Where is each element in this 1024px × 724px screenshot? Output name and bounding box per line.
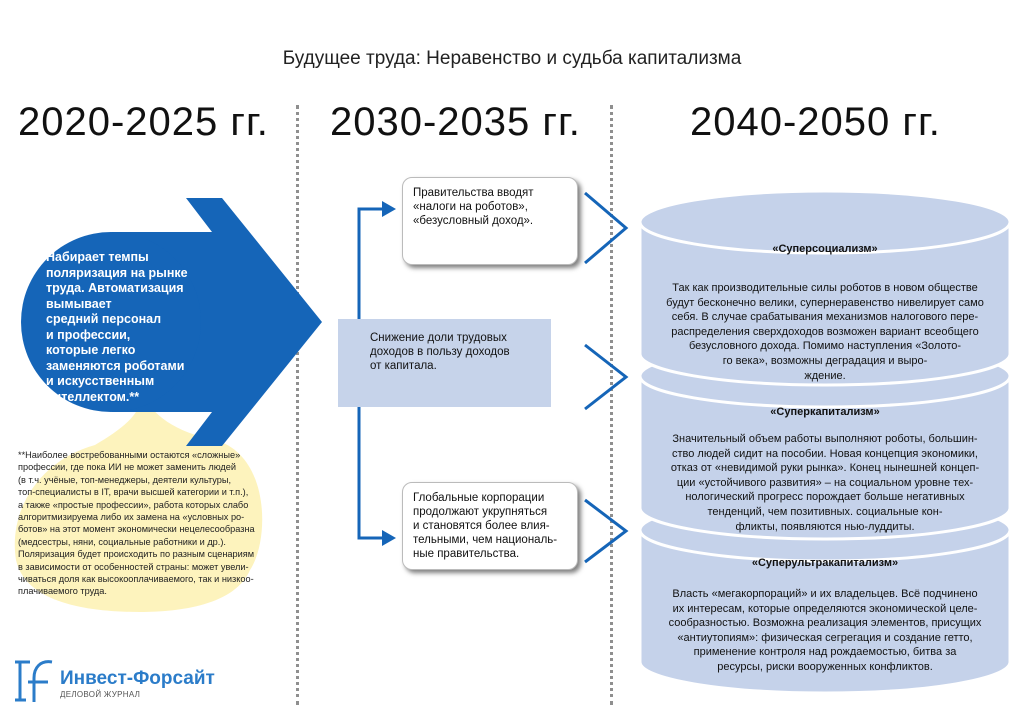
box-bottom-line: ные правительства. [413,548,520,560]
footnote-line: ботов» на этот момент экономически нецелесообразна [18,524,255,535]
bracket-arrow-top [382,201,396,217]
scenario-line: ресурсы, риски вооруженных конфликтов. [717,660,933,673]
scenario-title-supercapitalism: «Суперкапитализм» [770,406,880,418]
circle-line: средний персонал [46,312,162,326]
circle-line: заменяются роботами [46,358,185,373]
footnote-line: (медсестры, няни, социальные работники и др.). [18,536,226,547]
scenario-line: ждение. [804,369,846,382]
scenario-line: тенденций, чем позитивных. социальные кон- [707,505,943,518]
circle-line: поляризация на рынке [46,265,188,280]
scenario-line: нологический прогресс порождает больше негативных [685,491,965,504]
bracket-arrow-bottom [382,530,396,546]
scenario-line: «антиутопиям»: физическая сегрегация и создание гетто, [677,631,973,644]
period-2020-2025: 2020-2025 гг. [18,100,269,144]
footnote-line: а также «простые профессии», работа которых слабо [18,499,249,510]
scenario-line: ство людей сидит на пособии. Новая концепция экономики, [672,447,978,460]
scenario-line: го века», возможны деградация и выро- [722,354,928,367]
box-top-line: «налоги на роботов», [413,201,528,213]
scenario-line: Значительный объем работы выполняют роботы, большин- [672,433,978,445]
scenario-body-superultracapitalism [639,587,1011,675]
circle-line: и искусственным [46,374,155,388]
scenario-line: Власть «мегакорпораций» и их владельцев. Всё подчинено [672,588,978,600]
middle-line: доходов в пользу доходов [370,346,510,358]
period-2030-2035: 2030-2035 гг. [330,100,581,144]
circle-line: и профессии, [46,327,131,342]
box-bottom-line: Глобальные корпорации [413,492,545,504]
footnote [18,449,263,598]
scenario-body-supersocialism [639,281,1011,383]
scenario-line: их интересам, которые определяются экономической целе- [672,602,978,615]
scenario-line: себя. В случае срабатывания механизмов налогового пере- [671,311,979,324]
footnote-line: алгоритмизируема либо их замена на «условных ро- [18,512,245,523]
scenario-line: применение контроля над рождаемостью, битва за [693,646,957,659]
footnote-line: **Наиболее востребованными остаются «сложные» [18,450,241,460]
box-bottom-line: и становятся более влия- [413,520,550,532]
circle-line: труда. Автоматизация [46,281,184,295]
scenario-line: безусловного дохода. Помимо наступления «Золото- [688,340,962,353]
footnote-line: (в т.ч. учёные, топ-менеджеры, деятели культуры, [18,474,232,485]
scenario-line: Так как производительные силы роботов в новом обществе [672,282,978,294]
logo-name: Инвест-Форсайт [60,668,215,689]
box-top-line: Правительства вводят [413,187,534,199]
logo-mark-icon [15,662,52,702]
footnote-line: чиваться доля как высокооплачиваемого, так и низкоо- [18,574,254,585]
scenario-title-supersocialism: «Суперсоциализм» [772,243,878,255]
box-bottom-line: продолжают укрупняться [413,506,548,518]
chevron-middle [585,345,626,409]
page-title: Будущее труда: Неравенство и судьба капитализма [282,48,742,69]
middle-line: от капитала. [370,360,437,372]
scenario-body-supercapitalism [639,432,1011,534]
scenario-line: ции «устойчивого развития» – на социальном уровне тех- [676,476,974,489]
footnote-line: Поляризация будет происходить по разным сценариям [18,549,255,560]
middle-line: Снижение доли трудовых [370,332,507,344]
box-top-line: «безусловный доход». [413,215,534,227]
scenario-line: фликты, появляются нью-луддиты. [735,520,915,533]
logo-subtitle: ДЕЛОВОЙ ЖУРНАЛ [60,690,141,699]
footnote-line: профессии, где пока ИИ не может заменить людей [18,462,237,473]
circle-line: которые легко [46,343,136,357]
circle-line: вымывает [46,296,112,311]
middle-box-capital-income [338,319,551,407]
circle-line: интеллектом.** [46,389,140,404]
chevron-bottom [585,500,626,562]
footnote-line: топ-специалисты в IT, врачи высшей категории и т.п.), [18,487,249,498]
chevron-top [585,193,626,263]
box-bottom-line: тельными, чем националь- [413,534,558,546]
circle-text [46,250,196,405]
period-2040-2050: 2040-2050 гг. [690,100,941,144]
footnote-line: в зависимости от особенностей страны: может увели- [18,561,249,572]
box-global-corporations [402,482,578,570]
scenario-line: будут бесконечно велики, супернеравенство нивелирует само [666,296,984,309]
scenario-line: сообразностью. Возможна реализация элементов, присущих [668,617,982,630]
box-robot-taxes [402,177,578,265]
circle-line: Набирает темпы [46,250,149,264]
scenario-line: распределения сверхдоходов возможен вариант всеобщего [671,325,979,338]
scenario-title-superultracapitalism: «Суперультракапитализм» [751,557,899,569]
scenario-line: отказ от «невидимой руки рынка». Конец нынешней концеп- [670,462,980,475]
footnote-line: плачиваемого труда. [18,586,107,597]
